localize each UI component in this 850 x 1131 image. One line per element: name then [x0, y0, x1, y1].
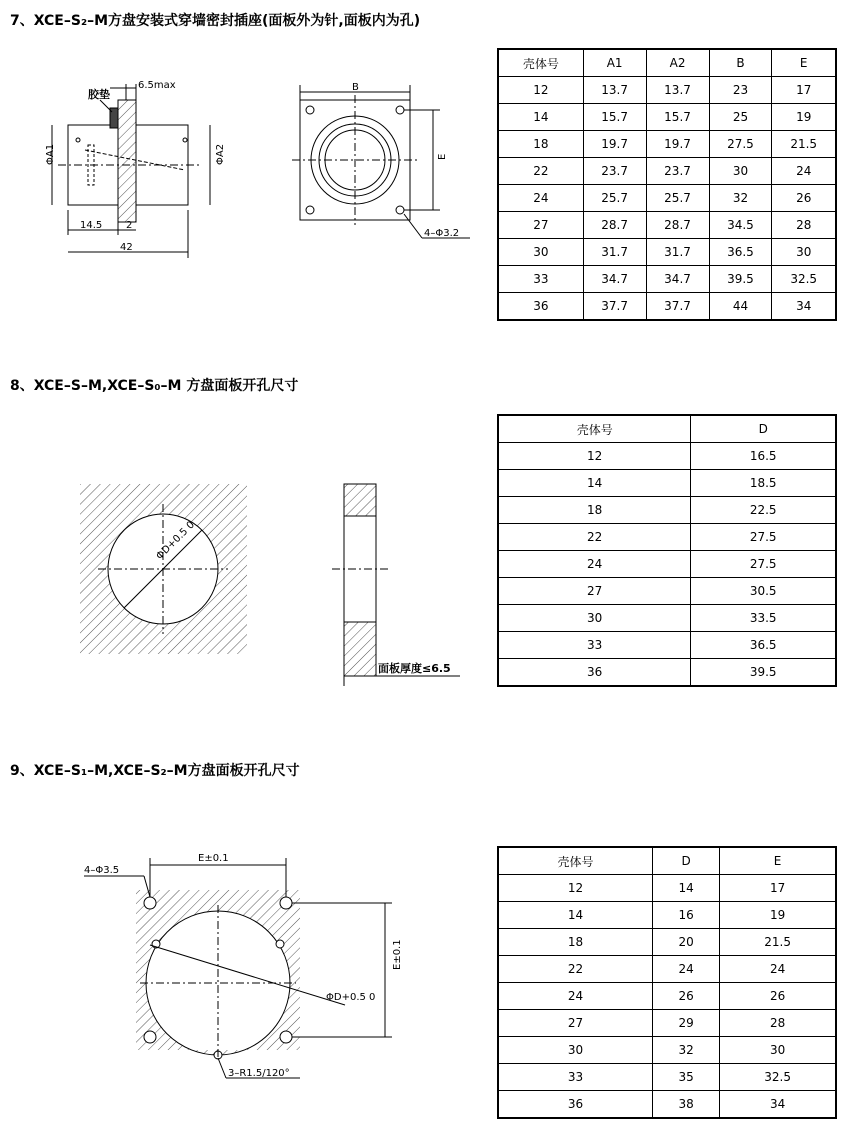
table-cell: 30	[720, 1037, 836, 1064]
table-cell: 16.5	[691, 443, 836, 470]
table-cell: 19.7	[646, 131, 709, 158]
table-cell: 28	[720, 1010, 836, 1037]
table-cell: 34	[772, 293, 836, 321]
table-cell: 13.7	[583, 77, 646, 104]
dim-2: 2	[126, 220, 133, 231]
table-cell: 22	[498, 158, 583, 185]
table-cell: 23	[709, 77, 772, 104]
table-cell: 25	[709, 104, 772, 131]
table-cell: 38	[653, 1091, 720, 1119]
table-cell: 30.5	[691, 578, 836, 605]
table-header-cell: A2	[646, 49, 709, 77]
table-header-cell: 壳体号	[498, 847, 653, 875]
table-cell: 34.7	[646, 266, 709, 293]
table-cell: 27.5	[709, 131, 772, 158]
table-cell: 26	[720, 983, 836, 1010]
table-cell: 21.5	[720, 929, 836, 956]
table-cell: 27	[498, 578, 691, 605]
panel-thickness-label: 面板厚度≤6.5	[378, 662, 451, 675]
table-cell: 18	[498, 497, 691, 524]
table-cell: 22	[498, 956, 653, 983]
table-cell: 37.7	[583, 293, 646, 321]
dim-hole-3.5: 4–Φ3.5	[84, 865, 120, 876]
table-cell: 25.7	[646, 185, 709, 212]
table-cell: 28.7	[646, 212, 709, 239]
table-cell: 27	[498, 212, 583, 239]
gasket-label: 胶垫	[88, 88, 110, 101]
table-cell: 36	[498, 293, 583, 321]
section9-cutout-view	[84, 858, 392, 1078]
section8-panel-section	[332, 484, 460, 686]
table-cell: 36.5	[709, 239, 772, 266]
table-cell: 30	[498, 605, 691, 632]
section8-title: 8、XCE–S–M,XCE–S₀–M 方盘面板开孔尺寸	[10, 378, 299, 394]
table-cell: 34	[720, 1091, 836, 1119]
table-cell: 44	[709, 293, 772, 321]
table-cell: 24	[772, 158, 836, 185]
table-cell: 23.7	[583, 158, 646, 185]
table-cell: 21.5	[772, 131, 836, 158]
table-cell: 17	[772, 77, 836, 104]
section7-title: 7、XCE–S₂–M方盘安装式穿墙密封插座(面板外为针,面板内为孔)	[10, 13, 421, 29]
table-cell: 16	[653, 902, 720, 929]
dim-E-right: E±0.1	[392, 939, 403, 970]
dim-A2: ΦA2	[215, 143, 226, 165]
table-cell: 26	[772, 185, 836, 212]
section7-front-view	[292, 85, 470, 238]
table-cell: 12	[498, 443, 691, 470]
table-cell: 12	[498, 77, 583, 104]
table-cell: 14	[498, 104, 583, 131]
dim-14.5: 14.5	[80, 220, 103, 231]
dim-E: E	[437, 153, 448, 160]
table-cell: 32	[653, 1037, 720, 1064]
table-header-cell: 壳体号	[498, 415, 691, 443]
table-cell: 22	[498, 524, 691, 551]
table-cell: 30	[498, 1037, 653, 1064]
dim-D-sec8: ΦD+0.5 0	[154, 519, 198, 563]
dim-6.5max: 6.5max	[138, 80, 176, 91]
table-cell: 33.5	[691, 605, 836, 632]
table-header-cell: 壳体号	[498, 49, 583, 77]
table-cell: 34.5	[709, 212, 772, 239]
dim-A1: ΦA1	[45, 143, 56, 165]
table-cell: 33	[498, 266, 583, 293]
table-cell: 31.7	[646, 239, 709, 266]
table-cell: 37.7	[646, 293, 709, 321]
table-cell: 32.5	[720, 1064, 836, 1091]
table-cell: 27.5	[691, 524, 836, 551]
table-cell: 14	[498, 470, 691, 497]
section9-title: 9、XCE–S₁–M,XCE–S₂–M方盘面板开孔尺寸	[10, 763, 300, 779]
table-cell: 19	[720, 902, 836, 929]
table-cell: 14	[653, 875, 720, 902]
table-cell: 24	[498, 551, 691, 578]
dim-notch: 3–R1.5/120°	[228, 1068, 290, 1079]
table-cell: 22.5	[691, 497, 836, 524]
table-cell: 15.7	[583, 104, 646, 131]
table-header-cell: E	[772, 49, 836, 77]
table-cell: 26	[653, 983, 720, 1010]
table-cell: 29	[653, 1010, 720, 1037]
table-cell: 19.7	[583, 131, 646, 158]
table-cell: 35	[653, 1064, 720, 1091]
table-cell: 27	[498, 1010, 653, 1037]
table-cell: 31.7	[583, 239, 646, 266]
table-cell: 30	[709, 158, 772, 185]
table-cell: 33	[498, 632, 691, 659]
table-cell: 18	[498, 929, 653, 956]
dim-42: 42	[120, 242, 133, 253]
table-cell: 32	[709, 185, 772, 212]
table-cell: 28	[772, 212, 836, 239]
table-header-cell: D	[653, 847, 720, 875]
table-cell: 24	[720, 956, 836, 983]
table-cell: 25.7	[583, 185, 646, 212]
table-cell: 34.7	[583, 266, 646, 293]
table-cell: 30	[498, 239, 583, 266]
table-cell: 14	[498, 902, 653, 929]
table-header-cell: D	[691, 415, 836, 443]
section7-side-view	[52, 84, 210, 258]
table-cell: 39.5	[691, 659, 836, 687]
table-cell: 36	[498, 1091, 653, 1119]
table-cell: 18.5	[691, 470, 836, 497]
table-cell: 12	[498, 875, 653, 902]
table-cell: 23.7	[646, 158, 709, 185]
table-cell: 32.5	[772, 266, 836, 293]
table-cell: 20	[653, 929, 720, 956]
table-cell: 18	[498, 131, 583, 158]
table-cell: 15.7	[646, 104, 709, 131]
table-cell: 24	[653, 956, 720, 983]
table-cell: 39.5	[709, 266, 772, 293]
table-cell: 30	[772, 239, 836, 266]
table-cell: 17	[720, 875, 836, 902]
table-cell: 36	[498, 659, 691, 687]
table-cell: 36.5	[691, 632, 836, 659]
table-cell: 13.7	[646, 77, 709, 104]
dim-E-top: E±0.1	[198, 853, 229, 864]
table-cell: 24	[498, 983, 653, 1010]
table-cell: 19	[772, 104, 836, 131]
table-header-cell: B	[709, 49, 772, 77]
table-cell: 33	[498, 1064, 653, 1091]
dim-D-sec9: ΦD+0.5 0	[326, 992, 376, 1003]
dim-hole-3.2: 4–Φ3.2	[424, 228, 460, 239]
table-cell: 28.7	[583, 212, 646, 239]
table-cell: 27.5	[691, 551, 836, 578]
section8-cutout-view	[80, 484, 247, 654]
table-header-cell: A1	[583, 49, 646, 77]
table-cell: 24	[498, 185, 583, 212]
dim-B: B	[352, 82, 359, 93]
table-header-cell: E	[720, 847, 836, 875]
